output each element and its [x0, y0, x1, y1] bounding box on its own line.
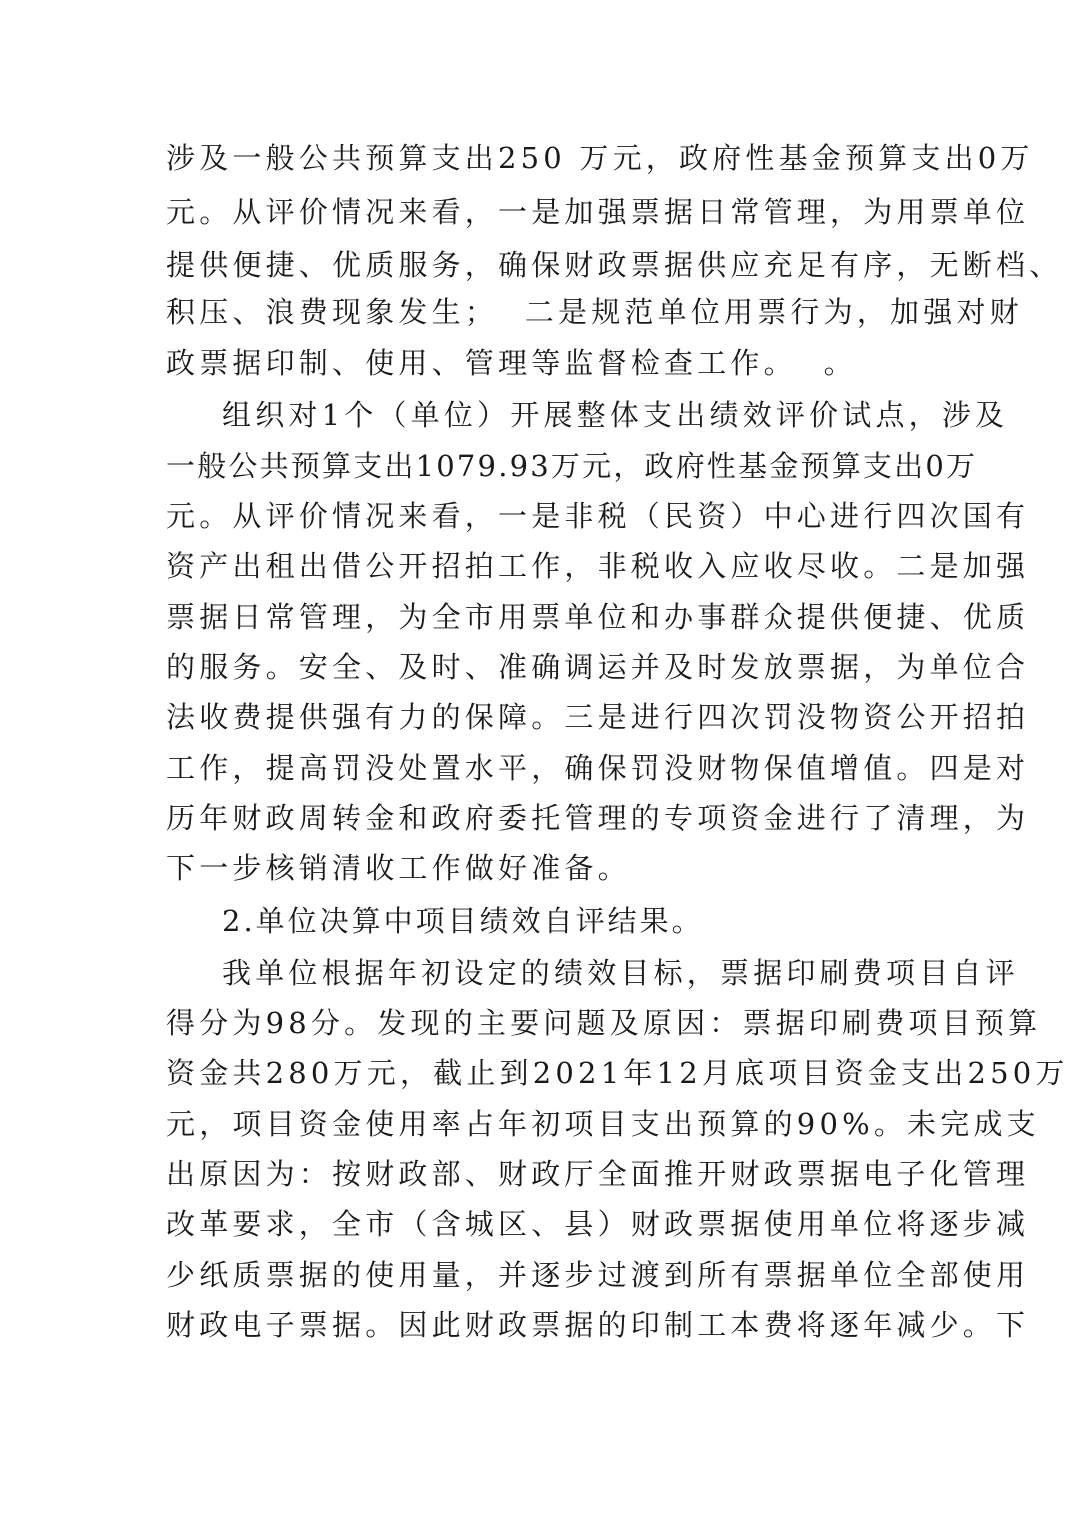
- text-line: 我单位根据年初设定的绩效目标，票据印刷费项目自评: [222, 956, 1019, 990]
- text-line: 财政电子票据。因此财政票据的印制工本费将逐年减少。下: [166, 1308, 1030, 1342]
- section-heading: 2.单位决算中项目绩效自评结果。: [222, 904, 704, 938]
- text-line: 元，项目资金使用率占年初项目支出预算的90%。未完成支: [166, 1107, 1040, 1141]
- text-line: 提供便捷、优质服务，确保财政票据供应充足有序，无断档、: [166, 248, 1063, 282]
- text-line: 法收费提供强有力的保障。三是进行四次罚没物资公开招拍: [166, 700, 1030, 734]
- text-line: 改革要求，全市（含城区、县）财政票据使用单位将逐步减: [166, 1207, 1030, 1241]
- text-line: 元。从评价情况来看，一是非税（民资）中心进行四次国有: [166, 499, 1030, 533]
- text-line: 元。从评价情况来看，一是加强票据日常管理，为用票单位: [166, 195, 1030, 229]
- text-line: 涉及一般公共预算支出250 万元，政府性基金预算支出0万: [166, 141, 1034, 175]
- text-line: 出原因为：按财政部、财政厅全面推开财政票据电子化管理: [166, 1157, 1030, 1191]
- text-line: 下一步核销清收工作做好准备。: [166, 851, 631, 885]
- text-line: 的服务。安全、及时、准确调运并及时发放票据，为单位合: [166, 650, 1030, 684]
- text-line: 得分为98分。发现的主要问题及原因：票据印刷费项目预算: [166, 1006, 1042, 1040]
- text-line: 积压、浪费现象发生； 二是规范单位用票行为，加强对财: [166, 295, 1023, 329]
- text-line: 政票据印制、使用、管理等监督检查工作。 。: [166, 346, 857, 380]
- text-line: 票据日常管理，为全市用票单位和办事群众提供便捷、优质: [166, 600, 1030, 634]
- text-line: 工作，提高罚没处置水平，确保罚没财物保值增值。四是对: [166, 751, 1030, 785]
- text-line: 少纸质票据的使用量，并逐步过渡到所有票据单位全部使用: [166, 1258, 1030, 1292]
- text-line: 一般公共预算支出1079.93万元，政府性基金预算支出0万: [166, 449, 978, 483]
- text-line: 资产出租出借公开招拍工作，非税收入应收尽收。二是加强: [166, 549, 1030, 583]
- text-line: 组织对1个（单位）开展整体支出绩效评价试点，涉及: [222, 398, 1009, 432]
- text-line: 历年财政周转金和政府委托管理的专项资金进行了清理，为: [166, 801, 1030, 835]
- text-line: 资金共280万元，截止到2021年12月底项目资金支出250万: [166, 1056, 1069, 1090]
